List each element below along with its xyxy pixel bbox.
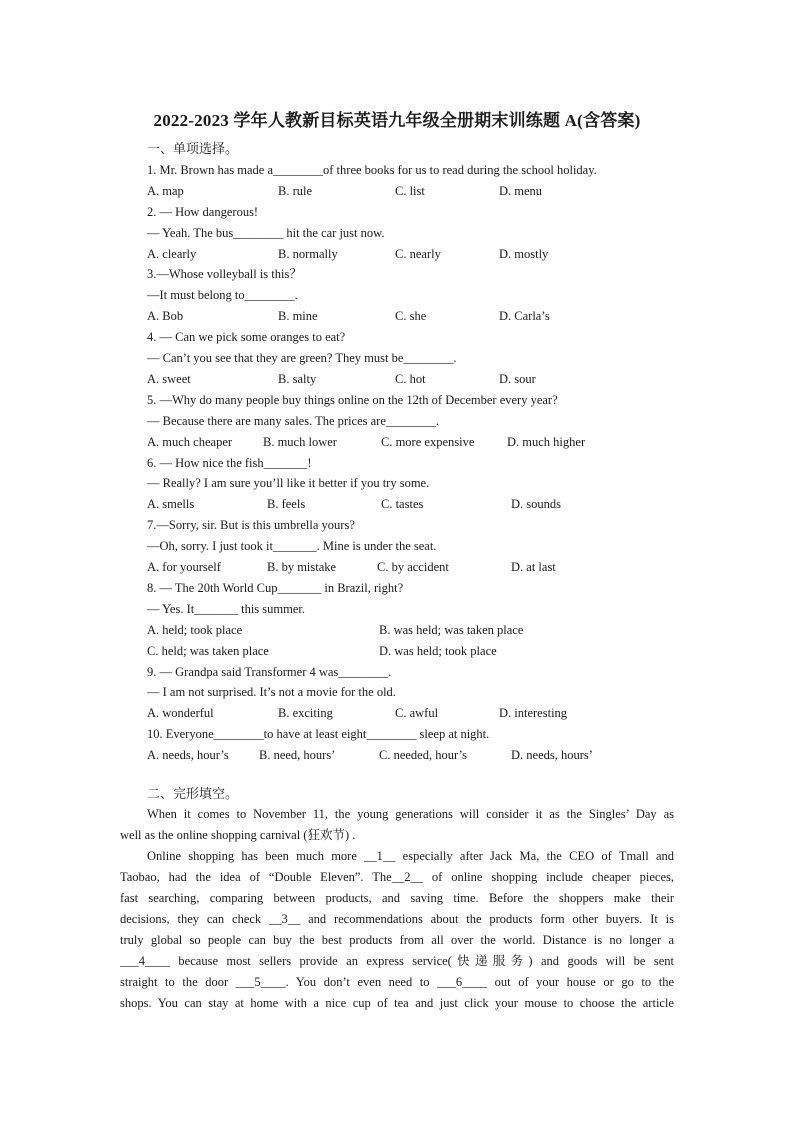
question-stem: 6. — How nice the fish_______! xyxy=(147,455,312,470)
dialogue-line: — Yes. It_______ this summer. xyxy=(147,601,306,616)
answer-option: A. map xyxy=(147,183,184,198)
dialogue-line: —It must belong to________. xyxy=(147,288,298,303)
answer-option: C. list xyxy=(395,183,425,198)
passage-line: fast searching, comparing between products, and saving time. Before the shoppers make their xyxy=(120,891,674,905)
dialogue-line: — Yeah. The bus________ hit the car just now. xyxy=(147,225,385,240)
passage-line: truly global so people can buy the best products from all over the world. Distance is no longer a xyxy=(120,933,674,947)
answer-option: D. menu xyxy=(499,183,543,198)
passage-line: well as the online shopping carnival (狂欢节) . xyxy=(120,828,356,842)
answer-option: B. mine xyxy=(278,309,318,324)
answer-option: A. much cheaper xyxy=(147,434,233,449)
dialogue-line: — Can’t you see that they are green? They must be________. xyxy=(147,351,457,365)
answer-option: D. at last xyxy=(511,560,556,574)
answer-option: C. she xyxy=(395,309,427,324)
answer-option: A. smells xyxy=(147,497,195,512)
answer-option: C. held; was taken place xyxy=(147,643,269,658)
answer-option: A. for yourself xyxy=(147,560,221,574)
answer-option: C. by accident xyxy=(377,560,449,574)
dialogue-line: —Oh, sorry. I just took it_______. Mine is under the seat. xyxy=(147,539,437,554)
passage-line: When it comes to November 11, the young generations will consider it as the Singles’ Day as xyxy=(147,807,674,821)
answer-option: B. rule xyxy=(278,183,313,198)
answer-option: B. was held; was taken place xyxy=(379,622,524,637)
question-stem: 10. Everyone________to have at least eight________ sleep at night. xyxy=(147,727,490,742)
answer-option: C. tastes xyxy=(381,497,424,512)
answer-option: D. sounds xyxy=(511,497,562,512)
answer-option: B. need, hours’ xyxy=(259,748,336,763)
question-stem: 3.—Whose volleyball is this？ xyxy=(147,267,302,282)
question-stem: 8. — The 20th World Cup_______ in Brazil, right? xyxy=(147,580,404,595)
passage-line: Taobao, had the idea of “Double Eleven”. The__2__ of online shopping include cheaper pieces, xyxy=(120,870,674,884)
answer-option: B. salty xyxy=(278,371,317,386)
answer-option: A. held; took place xyxy=(147,622,243,637)
answer-option: B. by mistake xyxy=(267,560,337,574)
answer-option: D. was held; took place xyxy=(379,643,497,658)
answer-option: A. sweet xyxy=(147,371,191,386)
answer-option: D. interesting xyxy=(499,706,568,721)
passage-line: ___4____ because most sellers provide an express service(快递服务) and goods will be sent xyxy=(120,954,674,968)
answer-option: B. feels xyxy=(267,497,306,512)
section-heading: 一、单项选择。 xyxy=(147,141,239,156)
question-stem: 1. Mr. Brown has made a________of three books for us to read during the school holiday. xyxy=(147,162,597,177)
dialogue-line: — I am not surprised. It’s not a movie for the old. xyxy=(147,685,396,700)
question-stem: 4. — Can we pick some oranges to eat? xyxy=(147,330,346,345)
section-heading: 二、完形填空。 xyxy=(147,786,239,801)
answer-option: B. exciting xyxy=(278,706,333,721)
question-stem: 9. — Grandpa said Transformer 4 was________. xyxy=(147,664,392,679)
answer-option: D. mostly xyxy=(499,246,549,261)
answer-option: D. much higher xyxy=(507,434,586,449)
answer-option: C. nearly xyxy=(395,246,441,261)
answer-option: A. needs, hour’s xyxy=(147,748,229,763)
question-stem: 5. —Why do many people buy things online on the 12th of December every year? xyxy=(147,392,558,407)
answer-option: C. more expensive xyxy=(381,434,475,449)
answer-option: D. sour xyxy=(499,371,536,386)
answer-option: B. much lower xyxy=(263,434,337,449)
passage-line: decisions, they can check __3__ and recommendations about the products form other buyers. It is xyxy=(120,912,674,926)
answer-option: A. wonderful xyxy=(147,706,214,721)
passage-line: straight to the door ___5____. You don’t even need to ___6____ out of your house or go to the xyxy=(120,975,674,989)
answer-option: C. hot xyxy=(395,371,426,386)
answer-option: A. Bob xyxy=(147,309,184,324)
answer-option: C. needed, hour’s xyxy=(379,748,467,763)
passage-line: shops. You can stay at home with a nice cup of tea and just click your mouse to choose the article xyxy=(120,996,674,1010)
answer-option: C. awful xyxy=(395,706,439,721)
answer-option: B. normally xyxy=(278,246,338,261)
page-title: 2022-2023 学年人教新目标英语九年级全册期末训练题 A(含答案) xyxy=(153,111,641,130)
passage-line: Online shopping has been much more __1__ especially after Jack Ma, the CEO of Tmall and xyxy=(147,849,674,863)
question-stem: 2. — How dangerous! xyxy=(147,204,259,219)
cloze-passage xyxy=(120,804,674,1014)
answer-option: D. Carla’s xyxy=(499,309,550,324)
answer-option: A. clearly xyxy=(147,246,197,261)
question-stem: 7.—Sorry, sir. But is this umbrella yours? xyxy=(147,518,355,533)
dialogue-line: — Really? I am sure you’ll like it better if you try some. xyxy=(147,476,430,491)
answer-option: D. needs, hours’ xyxy=(511,748,593,763)
dialogue-line: — Because there are many sales. The prices are________. xyxy=(147,413,440,428)
